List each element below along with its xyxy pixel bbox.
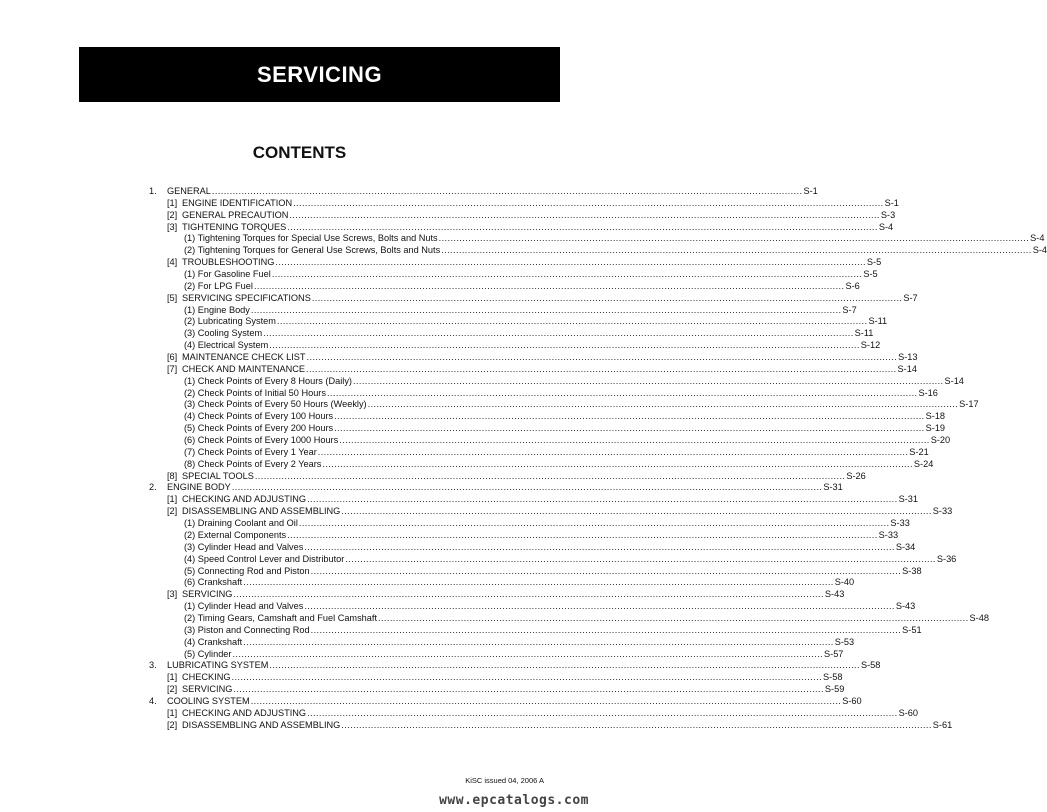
toc-page-number: S-36: [936, 553, 957, 564]
toc-page-number: S-14: [944, 375, 964, 386]
dot-leader: ........................................................................................................................................................................................................: [232, 648, 823, 659]
toc-page-number: S-11: [868, 316, 888, 327]
toc-entry[interactable]: [149, 612, 989, 625]
toc-page-number: S-21: [909, 446, 929, 457]
toc-page-number: S-43: [895, 601, 916, 612]
toc-number: [4]: [167, 257, 178, 268]
dot-leader: ........................................................................................................................................................................................................: [341, 719, 932, 730]
toc-entry[interactable]: [149, 577, 855, 589]
dot-leader: ........................................................................................................................................................................................................: [438, 233, 1030, 244]
toc-label: (1) Check Points of Every 8 Hours (Daily): [184, 375, 352, 386]
dot-leader: ........................................................................................................................................................................................................: [263, 328, 854, 339]
dot-leader: ........................................................................................................................................................................................................: [289, 209, 880, 220]
issue-note: KiSC issued 04, 2006 A: [465, 776, 544, 785]
toc-page-number: S-24: [913, 458, 934, 469]
toc-page-number: S-58: [860, 660, 881, 671]
toc-page-number: S-33: [890, 518, 910, 529]
toc-label: SPECIAL TOOLS: [182, 470, 254, 481]
toc-label: (3) Cylinder Head and Valves: [184, 541, 304, 552]
dot-leader: ........................................................................................................................................................................................................: [250, 695, 842, 706]
toc-number: 3.: [149, 660, 157, 671]
toc-label: COOLING SYSTEM: [167, 695, 250, 706]
dot-leader: ........................................................................................................................................................................................................: [317, 446, 909, 457]
toc-label: ENGINE BODY: [167, 482, 231, 493]
toc-page-number: S-3: [880, 209, 896, 220]
dot-leader: ........................................................................................................................................................................................................: [254, 470, 846, 481]
toc-label: MAINTENANCE CHECK LIST: [182, 352, 306, 363]
toc-number: 1.: [149, 186, 157, 196]
toc-entry[interactable]: [149, 328, 874, 340]
dot-leader: ........................................................................................................................................................................................................: [306, 363, 897, 374]
toc-label: ENGINE IDENTIFICATION: [182, 197, 293, 208]
toc-entry[interactable]: [149, 660, 881, 672]
toc-entry[interactable]: [149, 435, 951, 447]
toc-page-number: S-7: [903, 292, 918, 303]
toc-label: (3) Piston and Connecting Rod: [184, 624, 310, 635]
dot-leader: ........................................................................................................................................................................................................: [269, 660, 860, 671]
toc-page-number: S-33: [878, 529, 899, 540]
toc-page-number: S-16: [918, 387, 938, 398]
toc-number: [2]: [167, 684, 178, 695]
dot-leader: ........................................................................................................................................................................................................: [293, 197, 884, 208]
toc-page-number: S-33: [932, 506, 953, 517]
toc-label: (5) Cylinder: [184, 648, 232, 659]
watermark-text: www.epcatalogs.com: [439, 793, 589, 808]
toc-label: SERVICING: [182, 684, 233, 695]
toc-label: (5) Check Points of Every 200 Hours: [184, 423, 334, 434]
toc-entry[interactable]: [149, 197, 899, 210]
page-title: SERVICING: [256, 61, 383, 87]
toc-number: [2]: [167, 719, 178, 730]
toc-entry[interactable]: [149, 719, 953, 732]
toc-page-number: S-40: [834, 577, 855, 588]
toc-entry[interactable]: [149, 221, 894, 234]
toc-entry[interactable]: [149, 707, 918, 720]
dot-leader: ........................................................................................................................................................................................................: [306, 352, 898, 363]
dot-leader: ........................................................................................................................................................................................................: [233, 589, 824, 600]
toc-page-number: S-11: [854, 328, 874, 339]
toc-label: SERVICING: [182, 589, 233, 600]
toc-label: DISASSEMBLING AND ASSEMBLING: [182, 719, 341, 730]
dot-leader: ........................................................................................................................................................................................................: [287, 221, 878, 232]
toc-page-number: S-43: [824, 589, 845, 600]
toc-label: (5) Connecting Rod and Piston: [184, 565, 310, 576]
toc-page-number: S-12: [860, 340, 881, 351]
toc-page-number: S-4: [1030, 233, 1045, 244]
toc-label: CHECKING AND ADJUSTING: [182, 494, 307, 505]
toc-label: (6) Check Points of Every 1000 Hours: [184, 435, 339, 446]
dot-leader: ........................................................................................................................................................................................................: [307, 707, 898, 718]
toc-page-number: S-4: [1032, 245, 1047, 256]
dot-leader: ........................................................................................................................................................................................................: [339, 435, 930, 446]
toc-label: (2) Timing Gears, Camshaft and Fuel Camshaft: [184, 612, 378, 623]
toc-number: [7]: [167, 363, 178, 374]
dot-leader: ........................................................................................................................................................................................................: [341, 506, 932, 517]
dot-leader: ........................................................................................................................................................................................................: [334, 423, 925, 434]
dot-leader: ........................................................................................................................................................................................................: [322, 458, 913, 469]
toc-page-number: S-1: [884, 197, 899, 208]
dot-leader: ........................................................................................................................................................................................................: [307, 494, 898, 505]
toc-entry[interactable]: [149, 423, 946, 435]
dot-leader: ........................................................................................................................................................................................................: [211, 186, 803, 196]
toc-label: SERVICING SPECIFICATIONS: [182, 292, 311, 303]
toc-page-number: S-57: [824, 648, 844, 659]
dot-leader: ........................................................................................................................................................................................................: [304, 601, 895, 612]
toc-entry[interactable]: [149, 316, 888, 328]
toc-page-number: S-5: [863, 269, 878, 280]
contents-heading: CONTENTS: [252, 143, 347, 162]
toc-page-number: S-58: [823, 672, 843, 683]
toc-entry[interactable]: [149, 304, 857, 317]
dot-leader: ........................................................................................................................................................................................................: [231, 672, 823, 683]
toc-page-number: S-1: [803, 186, 818, 196]
dot-leader: ........................................................................................................................................................................................................: [243, 636, 834, 647]
toc-number: [2]: [167, 209, 178, 220]
dot-leader: ........................................................................................................................................................................................................: [304, 541, 895, 552]
toc-label: CHECKING AND ADJUSTING: [182, 707, 307, 718]
toc-label: (7) Check Points of Every 1 Year: [184, 446, 317, 457]
toc-label: (4) Crankshaft: [184, 636, 243, 647]
toc-entry[interactable]: [149, 506, 953, 518]
toc-page-number: S-13: [898, 352, 918, 363]
toc-entry[interactable]: [149, 280, 860, 293]
toc-label: DISASSEMBLING AND ASSEMBLING: [182, 506, 341, 517]
toc-page-number: S-17: [959, 399, 979, 410]
toc-label: (3) Check Points of Every 50 Hours (Weekly): [184, 399, 367, 410]
toc-label: (8) Check Points of Every 2 Years: [184, 458, 322, 469]
dot-leader: ........................................................................................................................................................................................................: [269, 340, 860, 351]
toc-label: (1) Engine Body: [184, 304, 250, 315]
toc-label: TROUBLESHOOTING: [182, 257, 275, 268]
toc-entry[interactable]: [149, 518, 910, 530]
toc-label: GENERAL PRECAUTION: [182, 209, 289, 220]
dot-leader: ........................................................................................................................................................................................................: [352, 375, 944, 386]
toc-label: (1) Cylinder Head and Valves: [184, 601, 304, 612]
toc-label: (2) For LPG Fuel: [184, 280, 253, 291]
toc-page-number: S-7: [842, 304, 857, 315]
dot-leader: ........................................................................................................................................................................................................: [243, 577, 834, 588]
dot-leader: ........................................................................................................................................................................................................: [310, 565, 902, 576]
toc-page-number: S-60: [898, 707, 918, 718]
toc-label: (6) Crankshaft: [184, 577, 243, 588]
toc-page-number: S-34: [895, 541, 916, 552]
toc-number: [3]: [167, 221, 178, 232]
toc-entry[interactable]: [149, 269, 878, 281]
toc-label: (4) Speed Control Lever and Distributor: [184, 553, 345, 564]
toc-number: [6]: [167, 352, 178, 363]
toc-number: [2]: [167, 506, 178, 517]
toc-entry[interactable]: [149, 553, 957, 566]
toc-entry[interactable]: [149, 695, 862, 708]
toc-number: 2.: [149, 482, 157, 493]
toc-entry[interactable]: [149, 186, 818, 198]
dot-leader: ........................................................................................................................................................................................................: [287, 529, 878, 540]
dot-leader: ........................................................................................................................................................................................................: [231, 482, 823, 493]
toc-page-number: S-51: [902, 624, 922, 635]
dot-leader: ........................................................................................................................................................................................................: [441, 245, 1032, 256]
toc-entry[interactable]: [149, 209, 896, 222]
toc-page-number: S-18: [925, 411, 946, 422]
toc-entry[interactable]: [149, 245, 1047, 257]
table-of-contents: [149, 186, 1047, 732]
toc-number: [1]: [167, 672, 178, 683]
toc-label: (1) Draining Coolant and Oil: [184, 518, 298, 529]
dot-leader: ........................................................................................................................................................................................................: [253, 280, 845, 291]
dot-leader: ........................................................................................................................................................................................................: [367, 399, 959, 410]
toc-entry[interactable]: [149, 458, 934, 471]
dot-leader: ........................................................................................................................................................................................................: [310, 624, 902, 635]
toc-entry[interactable]: [149, 648, 844, 661]
toc-entry[interactable]: [149, 387, 938, 400]
toc-label: (2) External Components: [184, 529, 287, 540]
toc-label: (1) For Gasoline Fuel: [184, 269, 271, 280]
toc-entry[interactable]: [149, 672, 843, 684]
dot-leader: ........................................................................................................................................................................................................: [326, 387, 918, 398]
toc-entry[interactable]: [149, 624, 922, 637]
toc-page-number: S-31: [898, 494, 918, 505]
toc-label: CHECKING: [182, 672, 231, 683]
toc-label: (1) Tightening Torques for Special Use Screws, Bolts and Nuts: [184, 233, 438, 244]
toc-entry[interactable]: [149, 363, 917, 376]
toc-page-number: S-19: [925, 423, 946, 434]
dot-leader: ........................................................................................................................................................................................................: [250, 304, 842, 315]
toc-number: [3]: [167, 589, 178, 600]
toc-entry[interactable]: [149, 375, 964, 388]
toc-page-number: S-53: [834, 636, 855, 647]
toc-page-number: S-59: [824, 684, 845, 695]
toc-entry[interactable]: [149, 340, 881, 352]
toc-page-number: S-60: [842, 695, 862, 706]
toc-entry[interactable]: [149, 601, 916, 613]
toc-label: (4) Electrical System: [184, 340, 269, 351]
toc-label: (3) Cooling System: [184, 328, 263, 339]
toc-entry[interactable]: [149, 352, 918, 364]
toc-page-number: S-26: [846, 470, 866, 481]
toc-page-number: S-4: [878, 221, 894, 232]
title-banner: [79, 47, 560, 102]
dot-leader: ........................................................................................................................................................................................................: [233, 684, 824, 695]
dot-leader: ........................................................................................................................................................................................................: [298, 518, 890, 529]
toc-number: [1]: [167, 197, 178, 208]
toc-label: (2) Tightening Torques for General Use Screws, Bolts and Nuts: [184, 245, 441, 256]
toc-label: CHECK AND MAINTENANCE: [182, 363, 306, 374]
toc-entry[interactable]: [149, 446, 929, 459]
toc-page-number: S-61: [932, 719, 953, 730]
toc-number: [5]: [167, 292, 178, 303]
toc-page-number: S-20: [930, 435, 951, 446]
toc-label: (2) Check Points of Initial 50 Hours: [184, 387, 326, 398]
toc-label: LUBRICATING SYSTEM: [167, 660, 269, 671]
toc-entry[interactable]: [149, 482, 843, 494]
dot-leader: ........................................................................................................................................................................................................: [311, 292, 903, 303]
toc-page-number: S-5: [866, 257, 882, 268]
toc-label: (4) Check Points of Every 100 Hours: [184, 411, 334, 422]
dot-leader: ........................................................................................................................................................................................................: [334, 411, 925, 422]
toc-page-number: S-31: [823, 482, 843, 493]
toc-number: [1]: [167, 494, 178, 505]
toc-entry[interactable]: [149, 494, 918, 506]
toc-entry[interactable]: [149, 399, 979, 411]
toc-entry[interactable]: [149, 257, 882, 269]
toc-label: (2) Lubricating System: [184, 316, 276, 327]
toc-entry[interactable]: [149, 292, 918, 305]
dot-leader: ........................................................................................................................................................................................................: [275, 257, 866, 268]
toc-page-number: S-38: [902, 565, 922, 576]
toc-page-number: S-14: [897, 363, 917, 374]
toc-page-number: S-48: [969, 612, 989, 623]
toc-entry[interactable]: [149, 529, 899, 542]
toc-label: GENERAL: [167, 186, 211, 196]
toc-number: 4.: [149, 695, 157, 706]
dot-leader: ........................................................................................................................................................................................................: [378, 612, 969, 623]
toc-entry[interactable]: [149, 411, 946, 423]
dot-leader: ........................................................................................................................................................................................................: [276, 316, 868, 327]
toc-entry[interactable]: [149, 589, 845, 601]
toc-entry[interactable]: [149, 541, 916, 554]
toc-number: [8]: [167, 470, 178, 481]
toc-entry[interactable]: [149, 233, 1045, 245]
dot-leader: ........................................................................................................................................................................................................: [271, 269, 863, 280]
toc-entry[interactable]: [149, 565, 922, 578]
toc-entry[interactable]: [149, 684, 845, 696]
toc-entry[interactable]: [149, 470, 866, 483]
toc-label: TIGHTENING TORQUES: [182, 221, 287, 232]
toc-entry[interactable]: [149, 636, 855, 649]
toc-page-number: S-6: [845, 280, 860, 291]
dot-leader: ........................................................................................................................................................................................................: [345, 553, 936, 564]
toc-number: [1]: [167, 707, 178, 718]
